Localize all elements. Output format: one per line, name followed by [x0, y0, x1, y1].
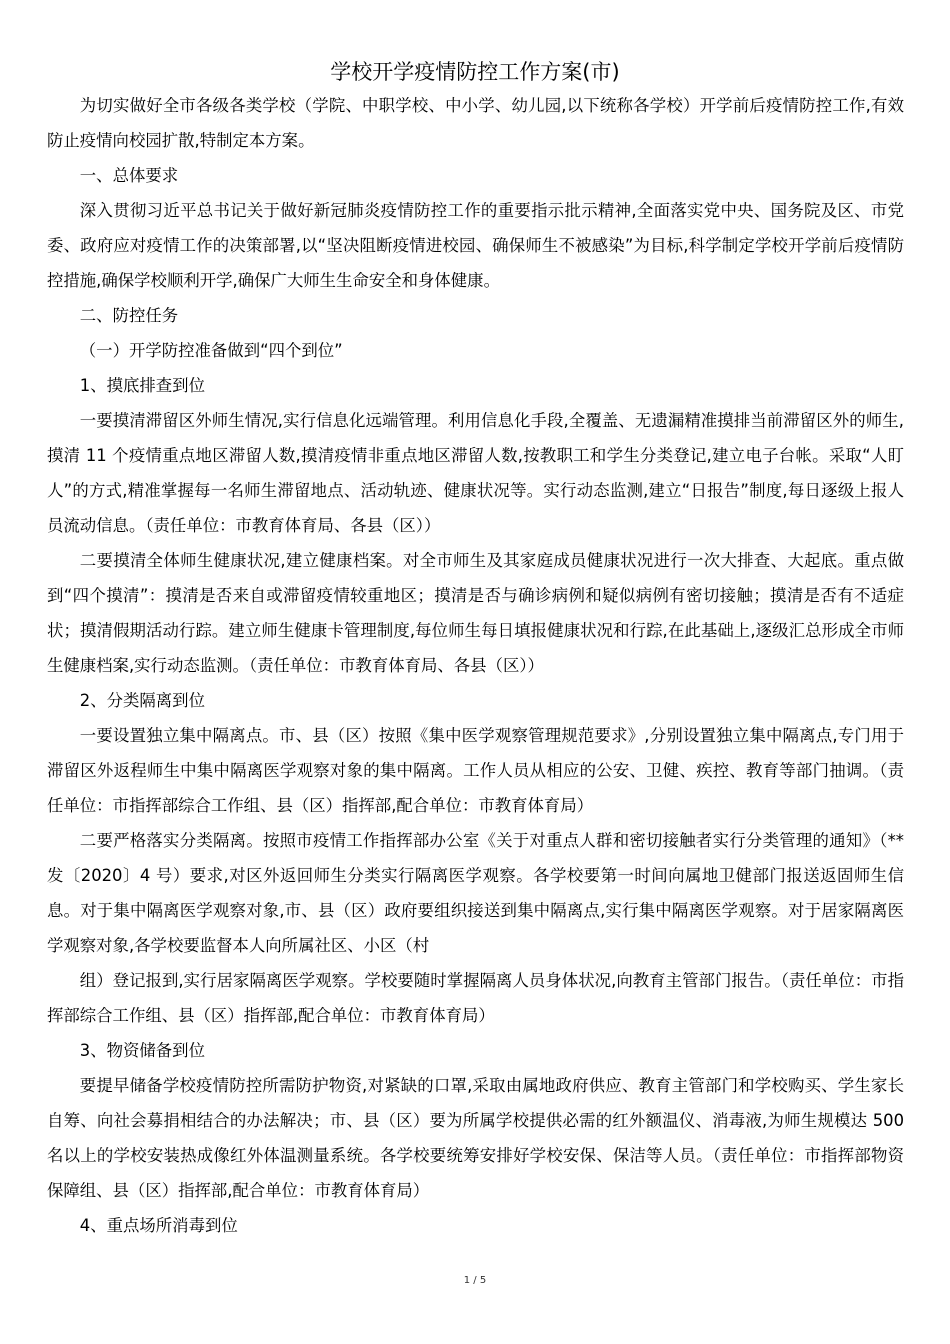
intro-paragraph: 为切实做好全市各级各类学校（学院、中职学校、中小学、幼儿园,以下统称各学校）开学前后疫情防控工作,有效防止疫情向校园扩散,特制定本方案。	[47, 96, 904, 150]
section-heading-general-requirements: 一、总体要求	[79, 166, 179, 185]
item-heading-investigation: 1、摸底排查到位	[79, 376, 205, 395]
section-heading-prevention-tasks: 二、防控任务	[79, 306, 179, 325]
isolation-paragraph-2: 二要严格落实分类隔离。按照市疫情工作指挥部办公室《关于对重点人群和密切接触者实行分类管理的通知》（**发〔2020〕4 号）要求,对区外返回师生分类实行隔离医学观察。各学校要第一时间向属地卫健部门报送返固师生信息。对于集中隔离医学观察对象,市、县（区）政府要组织接送到集中隔离点,实行集中隔离医学观察。对于居家隔离医学观察对象,各学校要监督本人向所属社区、小区（村	[47, 831, 904, 955]
item-heading-isolation: 2、分类隔离到位	[79, 691, 205, 710]
isolation-paragraph-1: 一要设置独立集中隔离点。市、县（区）按照《集中医学观察管理规范要求》,分别设置独立集中隔离点,专门用于滞留区外返程师生中集中隔离医学观察对象的集中隔离。工作人员从相应的公安、卫健、疾控、教育等部门抽调。（责任单位：市指挥部综合工作组、县（区）指挥部,配合单位：市教育体育局）	[47, 726, 904, 815]
item-heading-supplies: 3、物资储备到位	[79, 1041, 205, 1060]
document-title: 学校开学疫情防控工作方案(市)	[330, 60, 620, 84]
investigation-paragraph-1: 一要摸清滞留区外师生情况,实行信息化远端管理。利用信息化手段,全覆盖、无遗漏精准摸排当前滞留区外的师生,摸清 11 个疫情重点地区滞留人数,摸清疫情非重点地区滞留人数,按教职工和学生分类登记,建立电子台帐。采取“人盯人”的方式,精准掌握每一名师生滞留地点、活动轨迹、健康状况等。实行动态监测,建立“日报告”制度,每日逐级上报人员流动信息。（责任单位：市教育体育局、各县（区））	[47, 411, 904, 535]
isolation-paragraph-2-continued: 组）登记报到,实行居家隔离医学观察。学校要随时掌握隔离人员身体状况,向教育主管部门报告。（责任单位：市指挥部综合工作组、县（区）指挥部,配合单位：市教育体育局）	[47, 971, 904, 1025]
supplies-paragraph: 要提早储备学校疫情防控所需防护物资,对紧缺的口罩,采取由属地政府供应、教育主管部门和学校购买、学生家长自筹、向社会募捐相结合的办法解决；市、县（区）要为所属学校提供必需的红外额温仪、消毒液,为师生规模达 500 名以上的学校安装热成像红外体温测量系统。各学校要统筹安排好学校安保、保洁等人员。（责任单位：市指挥部物资保障组、县（区）指挥部,配合单位：市教育体育局）	[47, 1076, 904, 1200]
general-requirements-paragraph: 深入贯彻习近平总书记关于做好新冠肺炎疫情防控工作的重要指示批示精神,全面落实党中央、国务院及区、市党委、政府应对疫情工作的决策部署,以“坚决阻断疫情进校园、确保师生不被感染”为目标,科学制定学校开学前后疫情防控措施,确保学校顺利开学,确保广大师生生命安全和身体健康。	[47, 201, 904, 290]
investigation-paragraph-2: 二要摸清全体师生健康状况,建立健康档案。对全市师生及其家庭成员健康状况进行一次大排查、大起底。重点做到“四个摸清”：摸清是否来自或滞留疫情较重地区；摸清是否与确诊病例和疑似病例有密切接触；摸清是否有不适症状；摸清假期活动行踪。建立师生健康卡管理制度,每位师生每日填报健康状况和行踪,在此基础上,逐级汇总形成全市师生健康档案,实行动态监测。（责任单位：市教育体育局、各县（区））	[47, 551, 904, 675]
item-heading-disinfection: 4、重点场所消毒到位	[79, 1216, 238, 1235]
document-body	[47, 88, 904, 1243]
page-indicator: 1 / 5	[463, 1275, 487, 1286]
subsection-heading-four-in-place: （一）开学防控准备做到“四个到位”	[79, 341, 343, 360]
